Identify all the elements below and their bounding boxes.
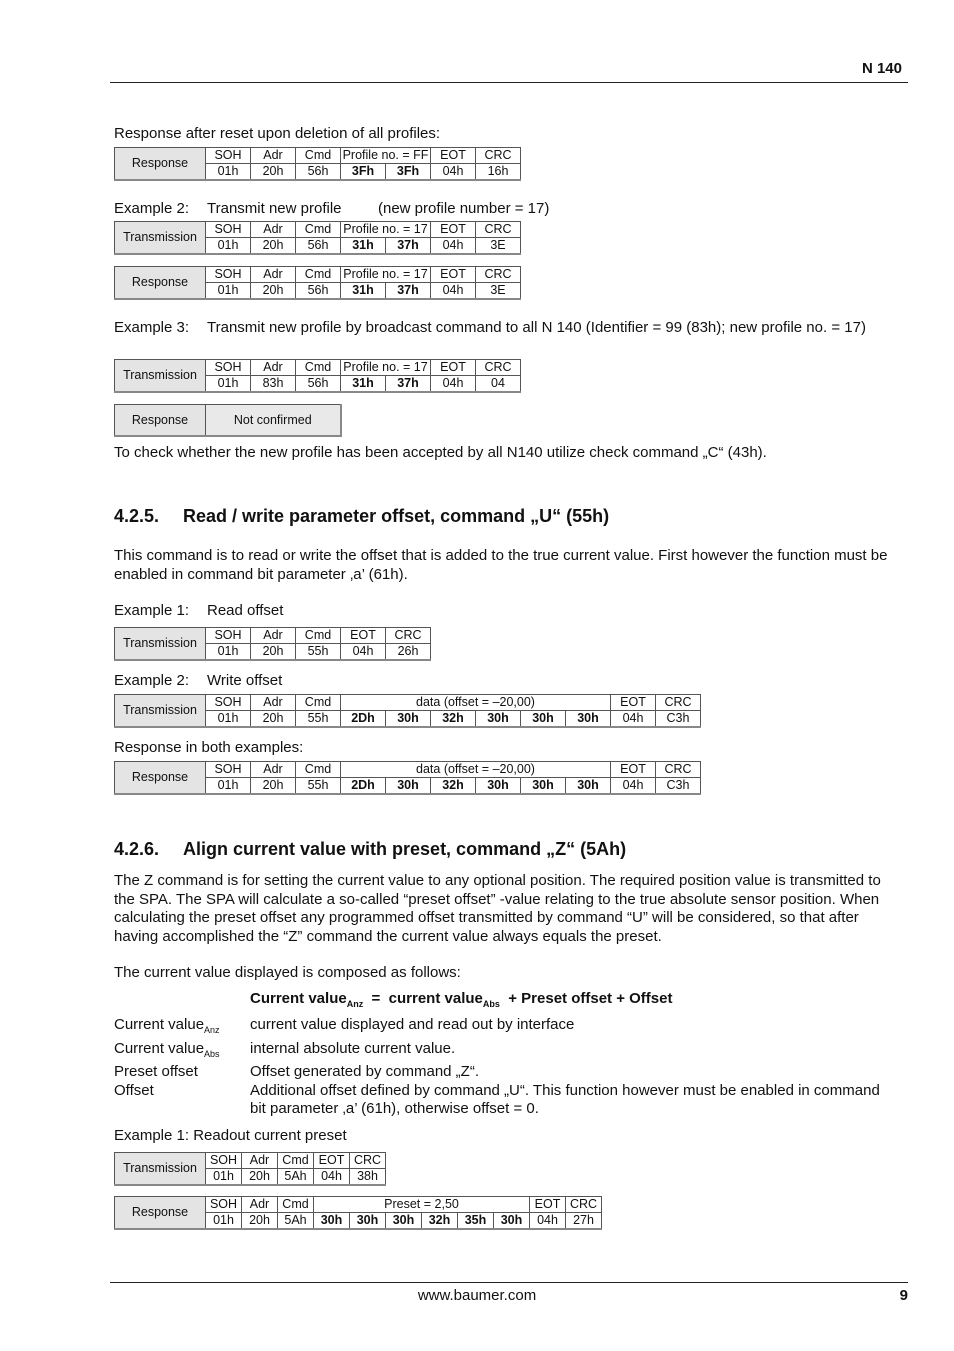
example-2-heading <box>114 200 549 219</box>
table-head: EOT <box>341 628 386 644</box>
table-cell: 30h <box>566 778 611 795</box>
footer-url: www.baumer.com <box>417 1287 537 1304</box>
table-cell: 55h <box>296 778 341 795</box>
table-cell: C3h <box>656 711 701 728</box>
example-3-transmission-table <box>114 359 521 393</box>
table-cell: 01h <box>206 283 251 300</box>
table-cell: 30h <box>350 1213 386 1230</box>
table-cell: 30h <box>521 778 566 795</box>
table-head: SOH <box>206 695 251 711</box>
table-head: EOT <box>431 222 476 238</box>
table-cell: 04h <box>314 1169 350 1186</box>
table-head: Cmd <box>296 222 341 238</box>
table-cell: 2Dh <box>341 778 386 795</box>
table-head: Adr <box>251 267 296 283</box>
definition-row <box>114 1063 880 1082</box>
term-text: Preset offset <box>114 1063 198 1080</box>
table-head: SOH <box>206 1197 242 1213</box>
table-cell: 30h <box>566 711 611 728</box>
table-cell: 56h <box>296 283 341 300</box>
example-label: Example 2: <box>114 672 190 689</box>
table-cell: 20h <box>242 1213 278 1230</box>
table-head: data (offset = –20,00) <box>341 762 611 778</box>
table-cell: 35h <box>458 1213 494 1230</box>
table-cell: 30h <box>386 778 431 795</box>
table-cell: 30h <box>386 711 431 728</box>
example-text: Read offset <box>207 602 284 619</box>
current-value-formula <box>250 990 672 1009</box>
table-head: Adr <box>242 1197 278 1213</box>
table-cell: 30h <box>521 711 566 728</box>
reset-response-table <box>114 147 521 181</box>
term-text: Current value <box>114 1016 205 1033</box>
table-label: Transmission <box>115 222 206 255</box>
example-3-response-table <box>114 404 342 437</box>
table-cell: 20h <box>251 283 296 300</box>
definition-term <box>114 1063 250 1082</box>
formula-subscript: Abs <box>482 999 500 1009</box>
table-head: Cmd <box>278 1197 314 1213</box>
table-head: SOH <box>206 222 251 238</box>
table-cell: 32h <box>431 778 476 795</box>
section-title: Align current value with preset, command „Z“ (5Ah) <box>183 839 627 859</box>
formula-equals: = <box>371 990 381 1007</box>
example-3-heading <box>114 319 900 338</box>
table-cell: 16h <box>476 164 521 181</box>
table-head: CRC <box>476 148 521 164</box>
table-cell: 04h <box>611 778 656 795</box>
table-cell: 37h <box>386 283 431 300</box>
table-cell: 04h <box>431 376 476 393</box>
offset-response-table <box>114 761 701 795</box>
section-4-2-5-heading <box>114 506 609 527</box>
table-head: SOH <box>206 762 251 778</box>
example-2-response-table <box>114 266 521 300</box>
table-head: EOT <box>431 148 476 164</box>
table-head: Cmd <box>296 267 341 283</box>
table-head: Adr <box>242 1153 278 1169</box>
definition-row <box>114 1082 880 1119</box>
composed-intro: The current value displayed is composed as follows: <box>114 964 461 981</box>
term-subscript: Anz <box>204 1025 220 1035</box>
table-cell: 01h <box>206 376 251 393</box>
section-number: 4.2.6. <box>114 839 160 859</box>
table-cell: 83h <box>251 376 296 393</box>
table-head: Cmd <box>278 1153 314 1169</box>
table-cell: 27h <box>566 1213 602 1230</box>
table-cell: 01h <box>206 644 251 661</box>
table-cell: 30h <box>314 1213 350 1230</box>
table-head: Adr <box>251 762 296 778</box>
definition-desc: Offset generated by command „Z“. <box>250 1063 479 1080</box>
table-cell: 01h <box>206 711 251 728</box>
formula-term: Current value <box>250 990 347 1007</box>
definition-term <box>114 1040 250 1064</box>
table-cell: 04h <box>611 711 656 728</box>
offset-example-1-heading <box>114 602 283 621</box>
table-cell: 3Fh <box>386 164 431 181</box>
formula-term: current value <box>388 990 483 1007</box>
definition-term <box>114 1082 250 1119</box>
table-head: Profile no. = 17 <box>341 222 431 238</box>
table-head: Adr <box>251 360 296 376</box>
table-head: CRC <box>476 267 521 283</box>
table-cell: 04h <box>431 164 476 181</box>
section-title: Read / write parameter offset, command „U“ (55h) <box>183 506 610 526</box>
table-cell: 31h <box>341 376 386 393</box>
example-text: Transmit new profile by broadcast command to all N 140 (Identifier = 99 (83h); new profile no. = 17) <box>207 319 866 336</box>
table-cell: 01h <box>206 1169 242 1186</box>
read-offset-transmission-table <box>114 627 431 661</box>
definition-desc: Additional offset defined by command „U“. This function however must be enabled in command bit parameter ‚a’ (61h), otherwise offset = 0. <box>250 1081 880 1117</box>
table-cell: 01h <box>206 1213 242 1230</box>
table-head: SOH <box>206 628 251 644</box>
table-head: Profile no. = 17 <box>341 360 431 376</box>
example-text: Write offset <box>207 672 283 689</box>
table-head: Cmd <box>296 148 341 164</box>
offset-example-2-heading <box>114 672 282 691</box>
table-head: Cmd <box>296 360 341 376</box>
table-label: Transmission <box>115 360 206 393</box>
table-label: Transmission <box>115 1153 206 1186</box>
check-command-text: To check whether the new profile has been accepted by all N140 utilize check command „C“ (43h). <box>114 444 767 461</box>
table-head: SOH <box>206 1153 242 1169</box>
table-cell: 04 <box>476 376 521 393</box>
table-cell: 01h <box>206 778 251 795</box>
table-label: Response <box>115 405 206 437</box>
example-2-transmission-table <box>114 221 521 255</box>
table-cell: 01h <box>206 164 251 181</box>
table-cell: 04h <box>431 283 476 300</box>
example-label: Example 1: <box>114 602 190 619</box>
table-cell: 04h <box>530 1213 566 1230</box>
page-header <box>110 58 908 83</box>
table-label: Transmission <box>115 628 206 661</box>
formula-rest: + Preset offset + Offset <box>508 990 673 1007</box>
table-head: SOH <box>206 148 251 164</box>
preset-response-table <box>114 1196 602 1230</box>
section-4-2-6-heading <box>114 839 626 860</box>
table-cell: 01h <box>206 238 251 255</box>
term-text: Current value <box>114 1039 205 1057</box>
definitions-list <box>114 1016 880 1119</box>
table-label: Response <box>115 1197 206 1230</box>
table-cell: 32h <box>422 1213 458 1230</box>
write-offset-transmission-table <box>114 694 701 728</box>
table-cell: 20h <box>242 1169 278 1186</box>
table-head: SOH <box>206 360 251 376</box>
table-head: Adr <box>251 628 296 644</box>
table-cell: 20h <box>251 238 296 255</box>
table-cell: 30h <box>494 1213 530 1230</box>
table-head: Cmd <box>296 695 341 711</box>
table-head: Cmd <box>296 762 341 778</box>
page-number: 9 <box>899 1287 908 1304</box>
preset-example-1-heading: Example 1: Readout current preset <box>114 1127 347 1144</box>
table-head: EOT <box>611 762 656 778</box>
table-head: CRC <box>476 222 521 238</box>
footer-divider <box>110 1282 908 1283</box>
table-cell: 04h <box>431 238 476 255</box>
table-cell: 20h <box>251 644 296 661</box>
formula-subscript: Anz <box>346 999 364 1009</box>
table-cell: 30h <box>386 1213 422 1230</box>
table-cell: 37h <box>386 376 431 393</box>
definition-desc: internal absolute current value. <box>250 1039 456 1057</box>
not-confirmed-cell: Not confirmed <box>206 405 341 437</box>
table-cell: 56h <box>296 376 341 393</box>
definition-term <box>114 1016 250 1040</box>
section-number: 4.2.5. <box>114 506 160 526</box>
reset-response-intro: Response after reset upon deletion of all profiles: <box>114 125 441 142</box>
definition-row <box>114 1016 880 1040</box>
table-cell: 37h <box>386 238 431 255</box>
table-cell: 20h <box>251 164 296 181</box>
table-head: EOT <box>530 1197 566 1213</box>
table-head: SOH <box>206 267 251 283</box>
term-text: Offset <box>114 1081 154 1099</box>
table-cell: 5Ah <box>278 1169 314 1186</box>
table-cell: 31h <box>341 238 386 255</box>
document-title: N 140 <box>861 60 902 77</box>
table-cell: 3Fh <box>341 164 386 181</box>
table-cell: 55h <box>296 644 341 661</box>
definition-desc: current value displayed and read out by interface <box>250 1016 575 1033</box>
table-cell: C3h <box>656 778 701 795</box>
table-head: EOT <box>431 267 476 283</box>
table-cell: 3E <box>476 283 521 300</box>
table-cell: 56h <box>296 238 341 255</box>
table-head: Profile no. = FF <box>341 148 431 164</box>
table-head: Cmd <box>296 628 341 644</box>
table-head: Adr <box>251 148 296 164</box>
table-head: EOT <box>314 1153 350 1169</box>
table-head: CRC <box>350 1153 386 1169</box>
table-cell: 55h <box>296 711 341 728</box>
table-cell: 30h <box>476 778 521 795</box>
table-cell: 5Ah <box>278 1213 314 1230</box>
table-label: Response <box>115 267 206 300</box>
section-4-2-5-body: This command is to read or write the offset that is added to the true current value. First however the function must be enabled in command bit parameter ‚a’ (61h). <box>114 547 888 583</box>
table-head: CRC <box>656 762 701 778</box>
table-cell: 04h <box>341 644 386 661</box>
table-head: CRC <box>386 628 431 644</box>
table-cell: 56h <box>296 164 341 181</box>
table-head: data (offset = –20,00) <box>341 695 611 711</box>
table-head: EOT <box>611 695 656 711</box>
section-4-2-6-body: The Z command is for setting the current value to any optional position. The required position value is transmitted to the SPA. The SPA will calculate a so-called “preset offset” -value relating to the true absolute sensor position. When calculating the preset offset any programmed offset transmitted by command “U” will be considered, so that after having accomplished the “Z” command the current value always equals the preset. <box>114 872 881 945</box>
table-head: Preset = 2,50 <box>314 1197 530 1213</box>
definition-row <box>114 1040 880 1064</box>
table-cell: 26h <box>386 644 431 661</box>
table-head: Profile no. = 17 <box>341 267 431 283</box>
table-head: CRC <box>476 360 521 376</box>
table-label: Response <box>115 762 206 795</box>
table-cell: 31h <box>341 283 386 300</box>
example-label: Example 3: <box>114 319 190 336</box>
term-subscript: Abs <box>204 1048 220 1059</box>
response-both-intro: Response in both examples: <box>114 739 304 756</box>
table-cell: 2Dh <box>341 711 386 728</box>
example-label: Example 2: <box>114 200 190 217</box>
table-label: Response <box>115 148 206 181</box>
preset-transmission-table <box>114 1152 386 1186</box>
table-cell: 20h <box>251 778 296 795</box>
example-note: (new profile number = 17) <box>378 200 550 217</box>
table-head: Adr <box>251 222 296 238</box>
table-head: Adr <box>251 695 296 711</box>
example-text: Transmit new profile <box>207 200 342 217</box>
table-head: CRC <box>656 695 701 711</box>
table-label: Transmission <box>115 695 206 728</box>
table-cell: 38h <box>350 1169 386 1186</box>
table-cell: 20h <box>251 711 296 728</box>
table-cell: 32h <box>431 711 476 728</box>
table-head: CRC <box>566 1197 602 1213</box>
table-cell: 3E <box>476 238 521 255</box>
table-head: EOT <box>431 360 476 376</box>
table-cell: 30h <box>476 711 521 728</box>
